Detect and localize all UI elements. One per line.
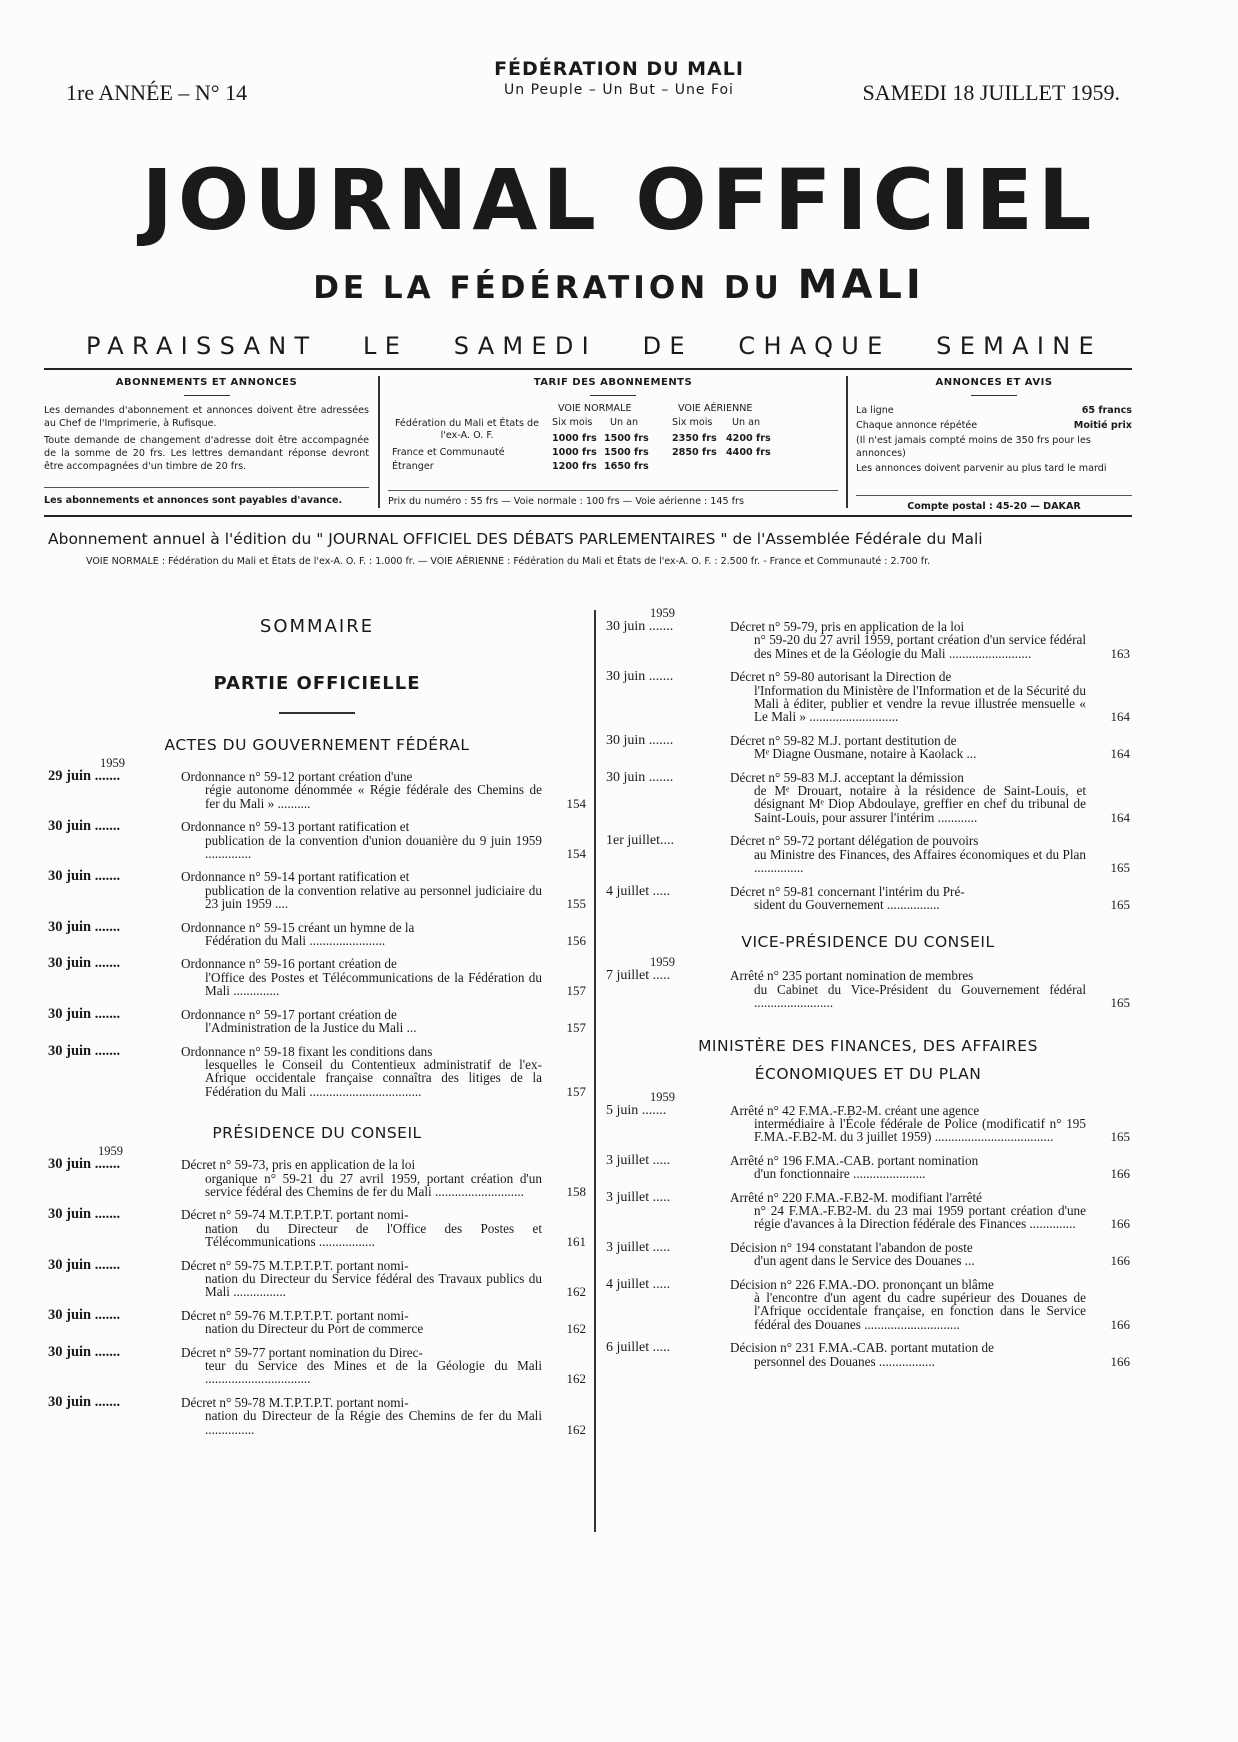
masthead-title: JOURNAL OFFICIEL	[141, 151, 1097, 249]
entry-date: 3 juillet .....	[606, 1152, 671, 1168]
summary-entry	[48, 1042, 586, 1099]
right-sections	[606, 606, 1130, 1368]
summary-entry	[48, 870, 586, 910]
summary-entry	[606, 1241, 1130, 1268]
column-header: VOIE NORMALE	[558, 403, 632, 414]
summary-entry	[606, 1341, 1130, 1368]
entry-text	[730, 771, 1086, 825]
entry-text	[181, 957, 542, 997]
column-header: Un an	[610, 417, 639, 428]
entry-title: Arrêté n° 196 F.MA.-CAB. portant nomination	[730, 1152, 979, 1168]
entry-page: 162	[566, 1284, 586, 1300]
entry-continuation: de Mᵉ Drouart, notaire à la résidence de Saint-Louis, et désignant Mᵉ Diop Abdoulaye, greffier en chef du tribunal de Saint-Louis, pour assurer l'intérim ............	[754, 783, 1086, 825]
tariff-row-label: France et Communauté	[392, 447, 505, 458]
entry-title: Décret n° 59-77 portant nomination du Direc-	[181, 1344, 423, 1360]
entry-title: Décret n° 59-73, pris en application de la loi	[181, 1157, 416, 1173]
entry-page: 164	[1110, 709, 1130, 725]
entry-title: Décret n° 59-76 M.T.P.T.P.T. portant nomi-	[181, 1307, 409, 1323]
summary-entry	[606, 1104, 1130, 1144]
tariff-value: 1500 frs	[604, 433, 649, 444]
entry-text	[181, 1259, 542, 1299]
year-label: 1959	[650, 1089, 675, 1104]
summary-left-column	[48, 606, 586, 1446]
summary-entry	[48, 820, 586, 860]
entry-title: Décret n° 59-80 autorisant la Direction de	[730, 669, 952, 685]
entry-page: 165	[1110, 896, 1130, 912]
entry-text	[181, 820, 542, 860]
entry-text	[730, 1191, 1086, 1231]
entry-text	[181, 770, 542, 810]
year-label: 1959	[98, 1144, 123, 1159]
year-label: 1959	[100, 756, 125, 770]
official-part-title: PARTIE OFFICIELLE	[213, 673, 421, 694]
tariff-box	[378, 376, 848, 508]
tariff-row-label: Fédération du Mali et États de l'ex-A. O. F.	[394, 418, 540, 441]
entry-page: 166	[1110, 1253, 1130, 1269]
tariff-value: 1200 frs	[552, 461, 597, 472]
entry-date: 30 juin .......	[606, 669, 674, 685]
entry-text	[730, 1154, 1086, 1181]
entry-continuation: publication de la convention relative au personnel judiciaire du 23 juin 1959 ....	[205, 882, 542, 912]
column-header: Un an	[732, 417, 761, 428]
entry-continuation: intermédiaire à l'École fédérale de Police (modificatif n° 195 F.MA.-F.B2-M. du 3 juillet 1959) ....................................	[754, 1115, 1086, 1145]
entry-continuation: au Ministre des Finances, des Affaires économiques et du Plan ...............	[754, 846, 1086, 876]
entry-title: Ordonnance n° 59-18 fixant les conditions dans	[181, 1043, 433, 1059]
entry-title: Ordonnance n° 59-14 portant ratification et	[181, 869, 410, 885]
box-paragraph: Toute demande de changement d'adresse doit être accompagnée de la somme de 20 frs. Les lettres demandant réponse devront être accompagnées d'un timbre de 20 frs.	[44, 435, 369, 472]
masthead-subtitle	[0, 262, 1238, 308]
left-sections	[48, 736, 586, 1436]
column-header: VOIE AÉRIENNE	[678, 403, 753, 414]
summary-entry	[606, 670, 1130, 724]
entry-continuation: d'un fonctionnaire ......................	[754, 1166, 926, 1182]
entry-date: 30 juin .......	[48, 1306, 121, 1323]
entry-date: 30 juin .......	[48, 1393, 121, 1410]
entry-continuation: n° 59-20 du 27 avril 1959, portant création d'un service fédéral des Mines et de la Géologie du Mali .........................	[754, 632, 1086, 661]
entry-page: 157	[566, 1083, 586, 1099]
rate-label: Chaque annonce répétée	[856, 420, 978, 431]
federation-motto: Un Peuple – Un But – Une Foi	[504, 82, 734, 98]
entry-page: 165	[1110, 995, 1130, 1011]
entry-title: Décision n° 231 F.MA.-CAB. portant mutation de	[730, 1340, 994, 1356]
entry-continuation: personnel des Douanes .................	[754, 1353, 935, 1369]
entry-date: 7 juillet .....	[606, 968, 671, 984]
annual-subscription-prices: VOIE NORMALE : Fédération du Mali et États de l'ex-A. O. F. : 1.000 fr. — VOIE AÉRIENNE : Fédération du Mali et États de l'ex-A. O. F. : 2.500 fr. - France et Communauté : 2.700 fr.	[86, 556, 931, 567]
rate-value: Moitié prix	[1073, 420, 1132, 431]
entry-text	[181, 1208, 542, 1248]
entry-text	[730, 734, 1086, 761]
summary-entry	[606, 885, 1130, 912]
box-title: ABONNEMENTS ET ANNONCES	[115, 377, 298, 388]
summary-entry	[606, 734, 1130, 761]
tariff-value: 1650 frs	[604, 461, 649, 472]
entry-text	[181, 1309, 542, 1336]
entry-text	[730, 1241, 1086, 1268]
summary-entry	[606, 834, 1130, 874]
entry-date: 3 juillet .....	[606, 1189, 671, 1205]
entry-title: Ordonnance n° 59-16 portant création de	[181, 956, 397, 972]
entry-date: 4 juillet .....	[606, 1276, 671, 1292]
entry-page: 166	[1110, 1316, 1130, 1332]
entry-date: 30 juin .......	[48, 1206, 121, 1223]
entry-date: 30 juin .......	[48, 1256, 121, 1273]
entry-title: Décret n° 59-72 portant délégation de pouvoirs	[730, 833, 979, 849]
section-heading: VICE-PRÉSIDENCE DU CONSEIL	[741, 933, 995, 952]
box-title: TARIF DES ABONNEMENTS	[533, 377, 693, 388]
tariff-value: 1000 frs	[552, 447, 597, 458]
summary-entry	[48, 1158, 586, 1198]
entry-page: 164	[1110, 809, 1130, 825]
entry-text	[730, 969, 1086, 1009]
entry-title: Arrêté n° 42 F.MA.-F.B2-M. créant une agence	[730, 1102, 980, 1118]
entry-continuation: d'un agent dans le Service des Douanes ...	[754, 1253, 975, 1269]
rate-label: La ligne	[856, 405, 894, 416]
summary-title: SOMMAIRE	[259, 616, 375, 637]
announcements-box	[856, 376, 1132, 512]
entry-page: 162	[566, 1371, 586, 1387]
entry-page: 162	[566, 1321, 586, 1337]
announcement-rate	[856, 419, 1132, 432]
box-footer: Les abonnements et annonces sont payables d'avance.	[44, 487, 369, 507]
entry-title: Décret n° 59-75 M.T.P.T.P.T. portant nomi-	[181, 1257, 409, 1273]
entry-text	[730, 1278, 1086, 1332]
divider	[590, 395, 636, 396]
entry-continuation: nation du Directeur du Port de commerce	[205, 1321, 424, 1337]
entry-text	[181, 1045, 542, 1099]
entry-page: 155	[566, 896, 586, 912]
entry-continuation: régie autonome dénommée « Régie fédérale des Chemins de fer du Mali » ..........	[205, 782, 542, 811]
federation-title: FÉDÉRATION DU MALI	[494, 58, 744, 80]
masthead-subtitle-prefix: DE LA FÉDÉRATION DU	[313, 270, 783, 306]
tariff-value: 1000 frs	[552, 433, 597, 444]
summary-entry	[48, 1208, 586, 1248]
entry-date: 30 juin .......	[48, 818, 121, 835]
masthead-frequency: PARAISSANT LE SAMEDI DE CHAQUE SEMAINE	[86, 332, 1102, 360]
entry-title: Ordonnance n° 59-17 portant création de	[181, 1006, 397, 1022]
entry-page: 162	[566, 1421, 586, 1437]
entry-date: 4 juillet .....	[606, 883, 671, 899]
entry-title: Décret n° 59-83 M.J. acceptant la démission	[730, 769, 964, 785]
summary-entry	[606, 1154, 1130, 1181]
entry-continuation: teur du Service des Mines et de la Géologie du Mali ................................	[205, 1358, 542, 1387]
announcement-note: (Il n'est jamais compté moins de 350 frs pour les annonces)	[856, 435, 1091, 459]
summary-entry	[48, 1306, 586, 1337]
entry-text	[730, 1341, 1086, 1368]
entry-text	[181, 1346, 542, 1386]
year-label: 1959	[650, 606, 675, 620]
entry-date: 30 juin .......	[48, 1005, 121, 1022]
tariff-footer: Prix du numéro : 55 frs — Voie normale : 100 frs — Voie aérienne : 145 frs	[388, 490, 838, 508]
entry-text	[730, 620, 1086, 660]
entry-text	[730, 834, 1086, 874]
entry-page: 166	[1110, 1353, 1130, 1369]
column-divider	[594, 610, 596, 1532]
section-heading: ACTES DU GOUVERNEMENT FÉDÉRAL	[164, 736, 470, 754]
announcement-rate	[856, 404, 1132, 417]
annual-subscription-line: Abonnement annuel à l'édition du " JOURNAL OFFICIEL DES DÉBATS PARLEMENTAIRES " de l'Assemblée Fédérale du Mali	[48, 530, 983, 548]
tariff-value: 2850 frs	[672, 447, 717, 458]
entry-page: 165	[1110, 1129, 1130, 1145]
entry-date: 1er juillet....	[606, 833, 675, 849]
entry-date: 30 juin .......	[48, 868, 121, 885]
entry-title: Décret n° 59-78 M.T.P.T.P.T. portant nomi-	[181, 1394, 409, 1410]
summary-entry	[48, 918, 586, 949]
summary-entry	[606, 969, 1130, 1009]
box-title: ANNONCES ET AVIS	[935, 377, 1053, 388]
entry-continuation: l'Office des Postes et Télécommunications de la Fédération du Mali ..............	[205, 969, 542, 999]
subscription-boxes	[44, 368, 1132, 517]
entry-page: 166	[1110, 1166, 1130, 1182]
summary-entry	[48, 957, 586, 997]
entry-title: Décret n° 59-81 concernant l'intérim du Pré-	[730, 883, 965, 899]
entry-page: 157	[566, 983, 586, 999]
entry-text	[181, 870, 542, 910]
entry-text	[730, 1104, 1086, 1144]
entry-continuation: Fédération du Mali .......................	[205, 933, 386, 949]
entry-date: 30 juin .......	[606, 619, 674, 634]
entry-date: 5 juin .......	[606, 1102, 667, 1118]
entry-page: 163	[1110, 645, 1130, 661]
entry-text	[730, 885, 1086, 912]
summary-entry	[48, 1343, 586, 1387]
entry-page: 157	[566, 1020, 586, 1036]
masthead-subtitle-country: MALI	[797, 262, 925, 308]
entry-date: 30 juin .......	[48, 1156, 121, 1173]
summary-entry	[48, 770, 586, 810]
entry-date: 30 juin .......	[48, 1343, 121, 1360]
entry-title: Arrêté n° 235 portant nomination de membres	[730, 968, 974, 984]
tariff-value: 4400 frs	[726, 447, 771, 458]
year-issue: 1re ANNÉE – N° 14	[66, 80, 248, 105]
entry-date: 3 juillet .....	[606, 1239, 671, 1255]
entry-continuation: nation du Directeur de l'Office des Postes et Télécommunications .................	[205, 1220, 542, 1250]
entry-date: 6 juillet .....	[606, 1340, 671, 1356]
entry-page: 165	[1110, 860, 1130, 876]
box-paragraph: Les demandes d'abonnement et annonces doivent être adressées au Chef de l'Imprimerie, à Rufisque.	[44, 405, 369, 429]
rate-value: 65 francs	[1081, 405, 1132, 416]
section-heading: MINISTÈRE DES FINANCES, DES AFFAIRES ÉCONOMIQUES ET DU PLAN	[698, 1036, 1038, 1083]
entry-text	[181, 1396, 542, 1436]
tariff-table	[388, 400, 838, 490]
summary-entry	[48, 1005, 586, 1036]
entry-continuation: nation du Directeur du Service fédéral des Travaux publics du Mali ................	[205, 1270, 542, 1300]
summary-right-column	[606, 606, 1130, 1378]
entry-title: Ordonnance n° 59-13 portant ratification et	[181, 819, 410, 835]
summary-entry	[48, 1393, 586, 1437]
entry-continuation: nation du Directeur de la Régie des Chemins de fer du Mali ...............	[205, 1408, 542, 1437]
entry-text	[181, 1158, 542, 1198]
entry-title: Décision n° 194 constatant l'abandon de poste	[730, 1239, 973, 1255]
entry-page: 156	[566, 933, 586, 949]
entry-continuation: du Cabinet du Vice-Président du Gouvernement fédéral ........................	[754, 981, 1086, 1011]
section-heading: PRÉSIDENCE DU CONSEIL	[212, 1124, 422, 1143]
entry-date: 30 juin .......	[48, 918, 121, 935]
entry-text	[730, 670, 1086, 724]
entry-title: Arrêté n° 220 F.MA.-F.B2-M. modifiant l'arrêté	[730, 1189, 983, 1205]
entry-title: Ordonnance n° 59-15 créant un hymne de la	[181, 919, 415, 935]
entry-date: 30 juin .......	[48, 1042, 121, 1059]
year-label: 1959	[650, 955, 675, 970]
entry-title: Décret n° 59-79, pris en application de la loi	[730, 619, 965, 634]
entry-continuation: publication de la convention d'union douanière du 9 juin 1959 ..............	[205, 832, 542, 862]
entry-continuation: lesquelles le Conseil du Contentieux administratif de l'ex-Afrique occidentale française connaîtra des litiges de la Fédération du Mali ..................................	[205, 1056, 542, 1099]
divider	[279, 712, 355, 714]
column-header: Six mois	[672, 417, 713, 428]
announcement-note: Les annonces doivent parvenir au plus tard le mardi	[856, 463, 1107, 474]
column-header: Six mois	[552, 417, 593, 428]
entry-text	[181, 921, 542, 948]
entry-page: 154	[566, 795, 586, 811]
tariff-value: 4200 frs	[726, 433, 771, 444]
entry-title: Ordonnance n° 59-12 portant création d'une	[181, 769, 413, 784]
entry-date: 30 juin .......	[606, 732, 674, 748]
tariff-row-label: Étranger	[392, 461, 434, 472]
entry-page: 154	[566, 846, 586, 862]
entry-page: 166	[1110, 1216, 1130, 1232]
postal-account: Compte postal : 45-20 — DAKAR	[856, 495, 1132, 513]
entry-continuation: n° 24 F.MA.-F.B2-M. du 23 mai 1959 portant création d'une régie d'avances à la Direction fédérale des Finances ..............	[754, 1202, 1086, 1232]
divider	[184, 395, 230, 396]
subscriptions-box	[44, 376, 369, 508]
divider	[971, 395, 1017, 396]
publication-date: SAMEDI 18 JUILLET 1959.	[862, 80, 1120, 105]
entry-text	[181, 1008, 542, 1035]
entry-continuation: l'Information du Ministère de l'Information et de la Sécurité du Mali à éditer, publier et vendre la revue illustrée mensuelle « Le Mali » ...........................	[754, 682, 1086, 725]
entry-date: 29 juin .......	[48, 768, 121, 784]
entry-page: 164	[1110, 746, 1130, 762]
entry-title: Décret n° 59-74 M.T.P.T.P.T. portant nomi-	[181, 1207, 409, 1223]
entry-title: Décret n° 59-82 M.J. portant destitution de	[730, 732, 957, 748]
entry-title: Décision n° 226 F.MA.-DO. prononçant un blâme	[730, 1276, 994, 1292]
entry-continuation: organique n° 59-21 du 27 avril 1959, portant création d'un service fédéral des Chemins de fer du Mali ...........................	[205, 1170, 542, 1199]
entry-continuation: sident du Gouvernement ................	[754, 896, 940, 912]
entry-continuation: à l'encontre d'un agent du cadre supérieur des Douanes de l'Afrique occidentale française, en fonction dans le Service fédéral des Douanes .............................	[754, 1290, 1086, 1332]
tariff-value: 2350 frs	[672, 433, 717, 444]
summary-entry	[606, 1278, 1130, 1332]
entry-continuation: l'Administration de la Justice du Mali ...	[205, 1020, 417, 1036]
summary-entry	[606, 771, 1130, 825]
summary-entry	[606, 620, 1130, 660]
entry-date: 30 juin .......	[606, 769, 674, 785]
summary-entry	[48, 1256, 586, 1300]
entry-page: 161	[566, 1234, 586, 1250]
tariff-value: 1500 frs	[604, 447, 649, 458]
summary-entry	[606, 1191, 1130, 1231]
entry-page: 158	[566, 1183, 586, 1199]
entry-date: 30 juin .......	[48, 955, 121, 972]
entry-continuation: Mᵉ Diagne Ousmane, notaire à Kaolack ...	[754, 746, 977, 762]
